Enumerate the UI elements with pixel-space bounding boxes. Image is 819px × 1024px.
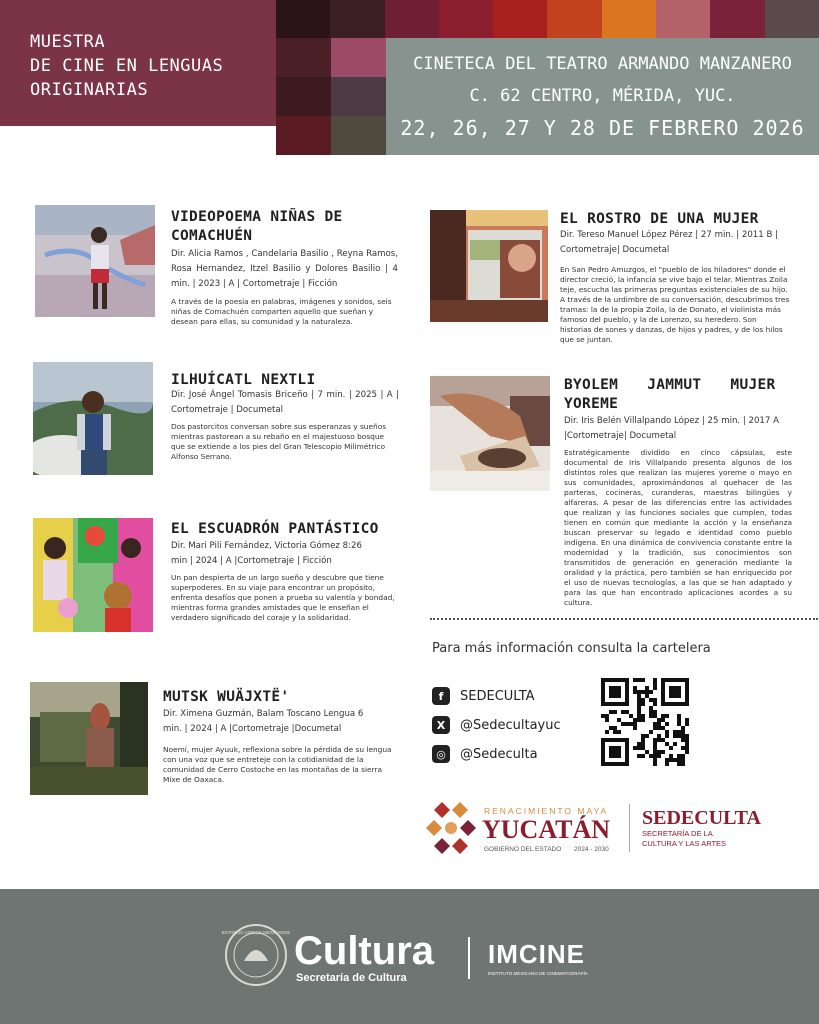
film-credits: Dir. Tereso Manuel López Pérez | 27 min. | 2011 B | Cortometraje| Documetal xyxy=(560,230,778,255)
qr-module xyxy=(661,738,665,742)
sedeculta-logo-text: SEDECULTA xyxy=(642,807,761,829)
instagram-link[interactable] xyxy=(432,745,538,763)
section-divider xyxy=(430,618,818,620)
film-card xyxy=(30,682,400,797)
x-icon: X xyxy=(432,716,450,734)
imcine-logo-text: IMCINE xyxy=(488,939,585,969)
color-swatch xyxy=(765,0,819,38)
qr-module xyxy=(649,690,653,694)
qr-module xyxy=(633,678,637,682)
qr-module xyxy=(645,750,649,754)
x-link[interactable] xyxy=(432,716,561,734)
qr-module xyxy=(685,738,689,742)
qr-module xyxy=(661,718,665,722)
color-swatch xyxy=(439,0,493,38)
qr-module xyxy=(633,726,637,730)
venue-name: CINETECA DEL TEATRO ARMANDO MANZANERO xyxy=(413,54,792,74)
qr-module xyxy=(673,734,677,738)
film-synopsis: En San Pedro Amuzgos, el "pueblo de los hiladores" donde el director creció, la infancia se vive bajo el telar. Mientras Zoila teje, escucha las primeras preguntas existenciales de su hijo. A través de la urdimbre de su conversación, descubrimos tres tramas: la de la propia Zoila, la de Donato, el violinista más famoso del pueblo, y la de Lorenzo, su heredero. Son historias de sones y danzas, de hijos y padres, y de los hilos que se juntan. xyxy=(560,265,790,344)
qr-module xyxy=(677,734,681,738)
color-swatch xyxy=(710,0,764,38)
qr-module xyxy=(665,722,669,726)
film-title: MUTSK WUÄJXTË' xyxy=(163,689,290,705)
color-swatch xyxy=(385,0,439,38)
qr-module xyxy=(677,758,681,762)
qr-module xyxy=(657,734,661,738)
qr-module xyxy=(653,750,657,754)
film-card xyxy=(430,210,798,345)
qr-module xyxy=(641,714,645,718)
qr-module xyxy=(673,758,677,762)
qr-module xyxy=(657,726,661,730)
qr-module xyxy=(641,754,645,758)
qr-module xyxy=(653,726,657,730)
qr-module xyxy=(669,754,673,758)
qr-module xyxy=(657,718,661,722)
qr-module xyxy=(677,718,681,722)
film-still-rostro xyxy=(430,210,548,322)
gobierno-text: GOBIERNO DEL ESTADO xyxy=(484,846,562,853)
film-title: EL ROSTRO DE UNA MUJER xyxy=(560,211,759,227)
qr-module xyxy=(645,734,649,738)
qr-module xyxy=(657,722,661,726)
qr-module xyxy=(637,706,641,710)
film-card xyxy=(35,205,400,335)
qr-module xyxy=(669,758,673,762)
imcine-subtitle: INSTITUTO MEXICANO DE CINEMATOGRAFÍA xyxy=(488,971,588,976)
film-still-ninas xyxy=(35,205,155,317)
color-swatch xyxy=(276,0,330,38)
qr-module xyxy=(653,722,657,726)
qr-module xyxy=(601,714,605,718)
film-synopsis: A través de la poesía en palabras, imágenes y sonidos, seis niñas de Comachuén comparten aquello que sueñan y desean para ellas, su comunidad y la naturaleza. xyxy=(171,297,392,326)
instagram-handle: @Sedeculta xyxy=(460,746,538,762)
qr-module xyxy=(641,734,645,738)
qr-module xyxy=(677,722,681,726)
qr-module xyxy=(649,730,653,734)
color-swatch xyxy=(656,0,710,38)
qr-module xyxy=(661,750,665,754)
qr-module xyxy=(665,742,669,746)
qr-module xyxy=(673,742,677,746)
renacimiento-text: RENACIMIENTO MAYA xyxy=(484,806,609,816)
qr-module xyxy=(649,710,653,714)
color-mosaic xyxy=(276,38,386,155)
qr-module xyxy=(677,754,681,758)
mosaic-tile xyxy=(276,116,331,155)
mexico-seal-icon xyxy=(222,925,290,985)
film-card xyxy=(33,362,400,477)
qr-module xyxy=(653,714,657,718)
qr-module xyxy=(653,686,657,690)
qr-module xyxy=(653,678,657,682)
title-panel xyxy=(0,0,276,126)
qr-module xyxy=(637,678,641,682)
qr-module xyxy=(681,754,685,758)
qr-module xyxy=(633,746,637,750)
qr-module xyxy=(613,726,617,730)
qr-module xyxy=(665,762,669,766)
qr-module xyxy=(629,714,633,718)
yucatan-sedeculta-logos xyxy=(424,800,794,856)
qr-module xyxy=(641,746,645,750)
color-swatch xyxy=(602,0,656,38)
qr-module xyxy=(609,710,613,714)
film-card xyxy=(33,518,400,633)
footer xyxy=(0,889,819,1024)
qr-module xyxy=(685,750,689,754)
qr-module xyxy=(617,718,621,722)
qr-module xyxy=(621,710,625,714)
qr-module xyxy=(641,742,645,746)
qr-module xyxy=(637,742,641,746)
qr-module xyxy=(681,762,685,766)
film-synopsis: Estratégicamente dividido en cinco cápsulas, este documental de Iris Villalpando presenta algunos de los distintos roles que realizan las mujeres yoreme o mayo en sus comunidades, aproximándonos al quehacer de las parteras, cocineras, curanderas, maestras bilingües y alfareras. A pesar de las diferencias entre las actividades que realizan y las funciones sociales que cumplen, todas tienen en común que mediante la acción y la enseñanza buscan preservar su legado e identidad como pueblo indígena. En una dinámica de convivencia constante entre la modernidad y la tradición, sus conocimientos son transmitidos de generación en generación mediante la oralidad y la práctica, pero también se han enriquecido por el uso de nuevas tecnologías, a las que se han adaptado y para las que han encontrado aplicaciones acordes a su cultura. xyxy=(564,448,792,607)
mosaic-tile xyxy=(276,38,331,77)
film-synopsis: Noemí, mujer Ayuuk, reflexiona sobre la pérdida de su lengua con una voz que se entreteje con la cotidianidad de la comunidad de Cerro Costoche en las montañas de la sierra Mixe de Oaxaca. xyxy=(163,745,392,784)
instagram-icon: ◎ xyxy=(432,745,450,763)
qr-module xyxy=(665,730,669,734)
qr-module xyxy=(681,738,685,742)
qr-module xyxy=(613,710,617,714)
qr-module xyxy=(637,754,641,758)
qr-module xyxy=(685,742,689,746)
film-synopsis: Dos pastorcitos conversan sobre sus esperanzas y sueños mientras pastorean a su rebaño en el majestuoso bosque que se extiende a los pies del Gran Telescopio Milimétrico Alfonso Serrano. xyxy=(171,422,387,461)
qr-module xyxy=(685,734,689,738)
renacimiento-maya-emblem xyxy=(426,802,476,854)
qr-module xyxy=(649,714,653,718)
qr-module xyxy=(649,706,653,710)
qr-module xyxy=(637,746,641,750)
qr-finder xyxy=(609,686,621,698)
mosaic-tile xyxy=(331,116,386,155)
qr-module xyxy=(653,754,657,758)
qr-module xyxy=(657,754,661,758)
qr-module xyxy=(637,694,641,698)
cultura-logo-text: Cultura xyxy=(294,929,434,973)
footer-logos xyxy=(0,889,819,1024)
film-still-byolem xyxy=(430,376,550,491)
qr-module xyxy=(665,714,669,718)
qr-code[interactable] xyxy=(601,678,689,766)
facebook-link[interactable] xyxy=(432,687,535,705)
film-credits: Dir. Ximena Guzmán, Balam Toscano Lengua 6 min. | 2024 | A |Cortometraje |Documetal xyxy=(163,709,364,734)
film-credits: Dir. Mari Pili Fernández, Victoria Gómez 8:26 min | 2024 | A |Cortometraje | Ficción xyxy=(171,541,362,566)
qr-module xyxy=(685,746,689,750)
color-swatch-strip xyxy=(276,0,819,38)
facebook-icon: f xyxy=(432,687,450,705)
color-swatch xyxy=(330,0,384,38)
film-title: BYOLEM JAMMUT MUJER YOREME xyxy=(564,377,776,412)
qr-module xyxy=(665,734,669,738)
qr-module xyxy=(621,722,625,726)
qr-module xyxy=(677,730,681,734)
qr-module xyxy=(649,754,653,758)
qr-module xyxy=(641,702,645,706)
qr-module xyxy=(613,730,617,734)
film-synopsis: Un pan despierta de un largo sueño y descubre que tiene superpoderes. En su viaje para encontrar un propósito, enfrenta desafíos que ponen a prueba su valentía y bondad, mientras forma grandes amistades que le enseñan el verdadero significado del coraje y la solidaridad. xyxy=(171,573,395,622)
qr-module xyxy=(633,718,637,722)
qr-module xyxy=(637,690,641,694)
venue-panel xyxy=(386,38,819,155)
film-still-ilhuicatl xyxy=(33,362,153,475)
qr-module xyxy=(653,738,657,742)
qr-module xyxy=(641,698,645,702)
qr-module xyxy=(677,714,681,718)
film-credits: Dir. Alicia Ramos , Candelaria Basilio , Reyna Ramos, Rosa Hernandez, Itzel Basilio y Dolores Basilio | 4 min. | 2023 | A | Cortometraje | Ficción xyxy=(171,249,398,289)
qr-module xyxy=(653,746,657,750)
more-info-text: Para más información consulta la cartelera xyxy=(432,641,711,656)
qr-module xyxy=(653,762,657,766)
sedeculta-subtitle-2: CULTURA Y LAS ARTES xyxy=(642,839,727,848)
qr-module xyxy=(657,750,661,754)
qr-module xyxy=(653,710,657,714)
qr-module xyxy=(633,686,637,690)
film-credits: Dir. Iris Belén Villalpando López | 25 min. | 2017 A |Cortometraje| Documetal xyxy=(564,416,779,441)
qr-module xyxy=(653,758,657,762)
qr-module xyxy=(661,726,665,730)
qr-module xyxy=(617,730,621,734)
qr-module xyxy=(653,682,657,686)
event-title-line: MUESTRA xyxy=(30,32,106,52)
qr-module xyxy=(633,722,637,726)
qr-module xyxy=(629,722,633,726)
qr-module xyxy=(681,746,685,750)
event-title xyxy=(30,30,223,102)
header-banner xyxy=(0,0,819,155)
venue-address: C. 62 CENTRO, MÉRIDA, YUC. xyxy=(469,86,736,106)
qr-module xyxy=(665,758,669,762)
qr-module xyxy=(681,758,685,762)
qr-module xyxy=(637,718,641,722)
film-still-mutsk xyxy=(30,682,148,795)
qr-module xyxy=(677,762,681,766)
film-title: EL ESCUADRÓN PANTÁSTICO xyxy=(171,521,379,537)
qr-module xyxy=(685,718,689,722)
mosaic-tile xyxy=(331,77,386,116)
qr-module xyxy=(661,714,665,718)
film-credits: Dir. José Ángel Tomasis Briceño | 7 min. | 2025 | A | Cortometraje | Documetal xyxy=(171,390,399,415)
periodo-text: 2024 - 2030 xyxy=(574,846,609,853)
sedeculta-subtitle-1: SECRETARÍA DE LA xyxy=(642,829,713,838)
event-title-line: ORIGINARIAS xyxy=(30,80,149,100)
mosaic-tile xyxy=(331,38,386,77)
yucatan-text: YUCATÁN xyxy=(482,815,611,844)
qr-module xyxy=(637,710,641,714)
film-title: VIDEOPOEMA NIÑAS DE COMACHUÉN xyxy=(171,209,343,244)
qr-module xyxy=(649,698,653,702)
qr-module xyxy=(625,710,629,714)
event-title-line: DE CINE EN LENGUAS xyxy=(30,56,224,76)
qr-module xyxy=(669,746,673,750)
qr-module xyxy=(633,690,637,694)
qr-module xyxy=(685,722,689,726)
color-swatch xyxy=(547,0,601,38)
qr-module xyxy=(641,718,645,722)
qr-module xyxy=(645,690,649,694)
film-title: ILHUÍCATL NEXTLI xyxy=(171,372,316,388)
qr-module xyxy=(653,698,657,702)
qr-finder xyxy=(669,686,681,698)
seal-text: ESTADOS UNIDOS MEXICANOS xyxy=(221,930,291,935)
x-handle: @Sedecultayuc xyxy=(460,717,561,733)
qr-module xyxy=(645,694,649,698)
qr-module xyxy=(605,718,609,722)
qr-module xyxy=(681,734,685,738)
qr-module xyxy=(657,738,661,742)
qr-finder xyxy=(609,746,621,758)
qr-module xyxy=(609,726,613,730)
qr-module xyxy=(641,690,645,694)
qr-module xyxy=(673,730,677,734)
qr-module xyxy=(625,722,629,726)
qr-module xyxy=(645,686,649,690)
qr-module xyxy=(637,714,641,718)
qr-module xyxy=(653,742,657,746)
film-still-escuadron xyxy=(33,518,153,632)
event-dates: 22, 26, 27 Y 28 DE FEBRERO 2026 xyxy=(400,116,805,140)
cultura-subtitle: Secretaría de Cultura xyxy=(296,972,407,984)
qr-module xyxy=(681,726,685,730)
mosaic-tile xyxy=(276,77,331,116)
qr-module xyxy=(637,698,641,702)
qr-module xyxy=(637,702,641,706)
color-swatch xyxy=(493,0,547,38)
qr-module xyxy=(681,730,685,734)
qr-module xyxy=(605,714,609,718)
qr-module xyxy=(641,738,645,742)
film-card xyxy=(430,376,798,607)
qr-module xyxy=(653,702,657,706)
facebook-handle: SEDECULTA xyxy=(460,688,535,704)
qr-module xyxy=(641,678,645,682)
qr-module xyxy=(605,730,609,734)
